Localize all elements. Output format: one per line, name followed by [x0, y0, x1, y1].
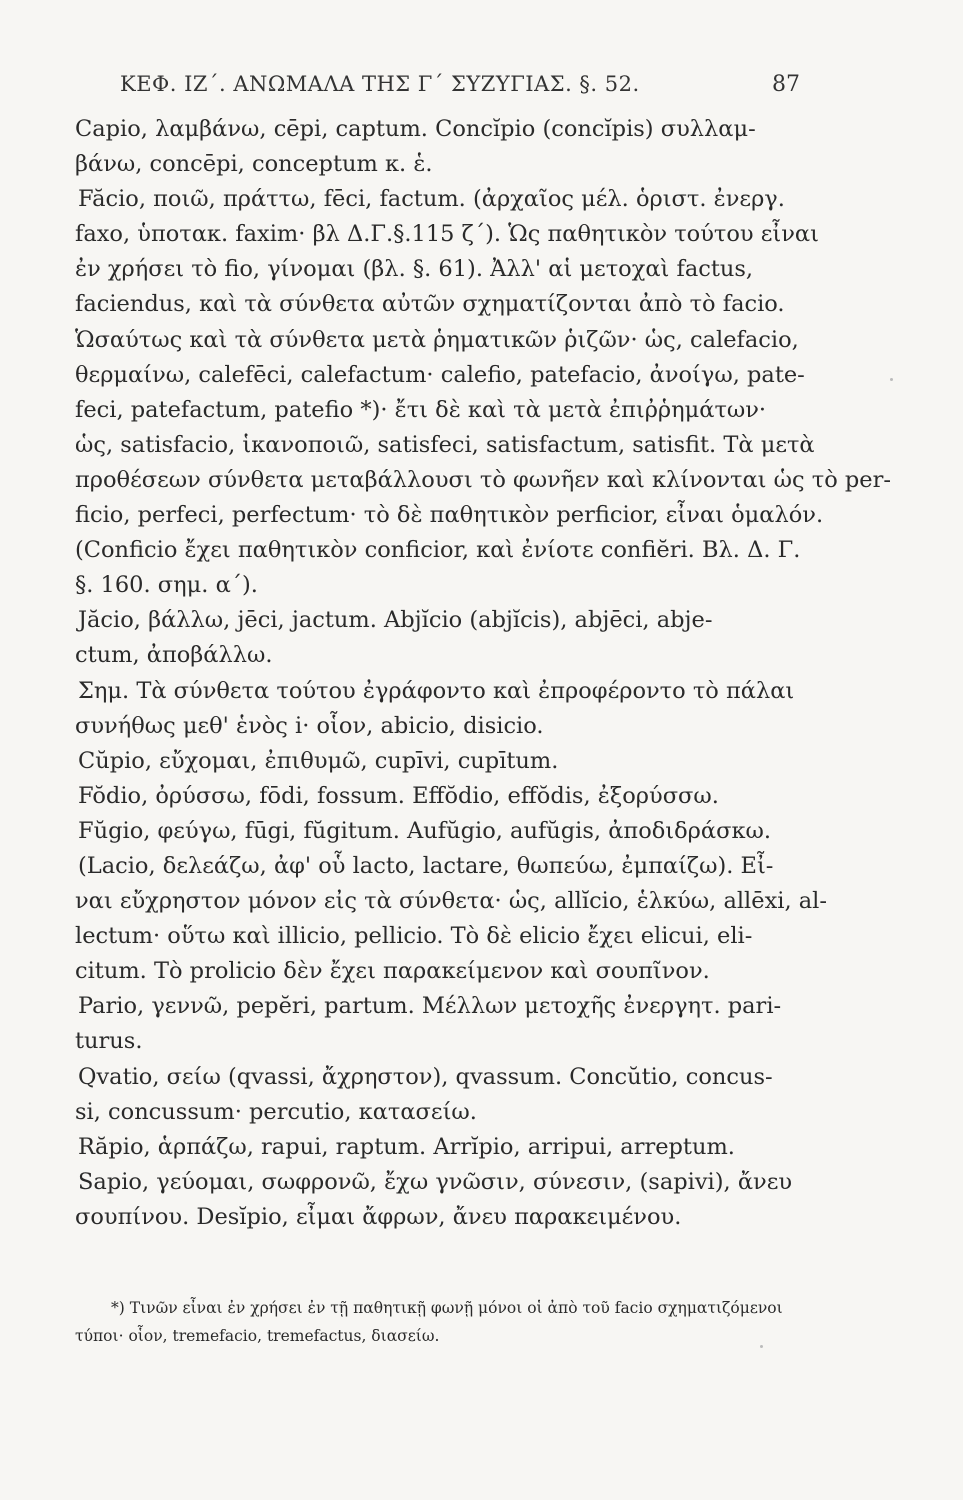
text-line: προθέσεων σύνθετα μεταβάλλουσι τὸ φωνῆεν καὶ κλίνονται ὡς τὸ per- [75, 466, 891, 493]
paper-speck [760, 1345, 763, 1348]
text-line: ficio, perfeci, perfectum· τὸ δὲ παθητικὸν perficior, εἶναι ὁμαλόν. [75, 502, 824, 529]
text-line: Σημ. Τὰ σύνθετα τούτου ἐγράφοντο καὶ ἐπροφέροντο τὸ πάλαι [78, 677, 795, 704]
text-line: Ὡσαύτως καὶ τὰ σύνθετα μετὰ ῥηματικῶν ῥιζῶν· ὡς, calefacio, [75, 326, 799, 353]
text-line: turus. [75, 1028, 143, 1055]
text-line: faxo, ὑποτακ. faxim· βλ Δ.Γ.§.115 ζ΄). Ὡς παθητικὸν τούτου εἶναι [75, 221, 819, 248]
text-line: §. 160. σημ. α΄). [75, 572, 258, 599]
text-line: Capio, λαμβάνω, cēpi, captum. Concĭpio (concĭpis) συλλαμ- [75, 116, 756, 142]
text-line: feci, patefactum, patefio *)· ἔτι δὲ καὶ τὰ μετὰ ἐπιῤῥημάτων· [75, 396, 767, 423]
text-line: Răpio, ἁρπάζω, rapui, raptum. Arrĭpio, arripui, arreptum. [78, 1133, 735, 1160]
text-line: βάνω, concēpi, conceptum κ. ἑ. [75, 151, 433, 178]
text-line: Făcio, ποιῶ, πράττω, fēci, factum. (ἀρχαῖος μέλ. ὁριστ. ἐνεργ. [78, 186, 785, 213]
text-line: Cŭpio, εὔχομαι, ἐπιθυμῶ, cupīvi, cupītum. [78, 747, 559, 774]
text-line: ctum, ἀποβάλλω. [75, 642, 273, 669]
text-line: Jăcio, βάλλω, jēci, jactum. Abjĭcio (abjĭcis), abjēci, abje- [78, 607, 713, 634]
footnote-line: τύποι· οἷον, tremefacio, tremefactus, διασείω. [75, 1327, 440, 1345]
text-line: Fŏdio, ὀρύσσω, fōdi, fossum. Effŏdio, effŏdis, ἐξορύσσω. [78, 782, 719, 809]
text-line: ὡς, satisfacio, ἱκανοποιῶ, satisfeci, satisfactum, satisfit. Τὰ μετὰ [75, 431, 815, 458]
text-line: θερμαίνω, calefēci, calefactum· calefio, patefacio, ἀνοίγω, pate- [75, 361, 805, 388]
text-line: (Conficio ἔχει παθητικὸν conficior, καὶ ἐνίοτε confiĕri. Βλ. Δ. Γ. [75, 537, 801, 564]
text-line: Sapio, γεύομαι, σωφρονῶ, ἔχω γνῶσιν, σύνεσιν, (sapivi), ἄνευ [78, 1168, 793, 1195]
text-line: σουπίνου. Desĭpio, εἶμαι ἄφρων, ἄνευ παρακειμένου. [75, 1203, 682, 1230]
text-line: Pario, γεννῶ, pepĕri, partum. Μέλλων μετοχῆς ἐνεργητ. pari- [78, 993, 782, 1020]
text-line: Fŭgio, φεύγω, fūgi, fŭgitum. Aufŭgio, aufŭgis, ἀποδιδράσκω. [78, 817, 772, 844]
running-title: ΚΕΦ. ΙΖ΄. ΑΝΩΜΑΛΑ ΤΗΣ Γ΄ ΣΥΖΥΓΙΑΣ. §. 52. [120, 72, 640, 96]
page-header [120, 72, 800, 102]
body-text [75, 112, 891, 1235]
text-line: citum. Τὸ prolicio δὲν ἔχει παρακείμενον καὶ σουπῖνον. [75, 958, 710, 985]
text-line: ἐν χρήσει τὸ fio, γίνομαι (βλ. §. 61). Ἀλλ' αἱ μετοχαὶ factus, [75, 256, 754, 283]
text-line: Qvatio, σείω (qvassi, ἄχρηστον), qvassum. Concŭtio, concus- [78, 1063, 773, 1090]
text-line: ναι εὔχρηστον μόνον εἰς τὰ σύνθετα· ὡς, allĭcio, ἑλκύω, allēxi, al- [75, 888, 827, 915]
text-line: faciendus, καὶ τὰ σύνθετα αὐτῶν σχηματίζονται ἀπὸ τὸ facio. [75, 291, 785, 318]
footnotes [75, 1294, 835, 1350]
text-line: lectum· οὕτω καὶ illicio, pellicio. Τὸ δὲ elicio ἔχει elicui, eli- [75, 923, 753, 950]
text-line: si, concussum· percutio, κατασείω. [75, 1098, 477, 1125]
text-line: (Lacio, δελεάζω, ἀφ' οὗ lacto, lactare, θωπεύω, ἐμπαίζω). Εἶ- [78, 852, 774, 879]
footnote-line: *) Τινῶν εἶναι ἐν χρήσει ἐν τῇ παθητικῇ φωνῇ μόνοι οἱ ἀπὸ τοῦ facio σχηματιζόμενοι [111, 1299, 783, 1317]
text-line: συνήθως μεθ' ἑνὸς i· οἷον, abicio, disicio. [75, 712, 544, 739]
page-number: 87 [772, 72, 800, 97]
paper-speck [890, 378, 893, 381]
